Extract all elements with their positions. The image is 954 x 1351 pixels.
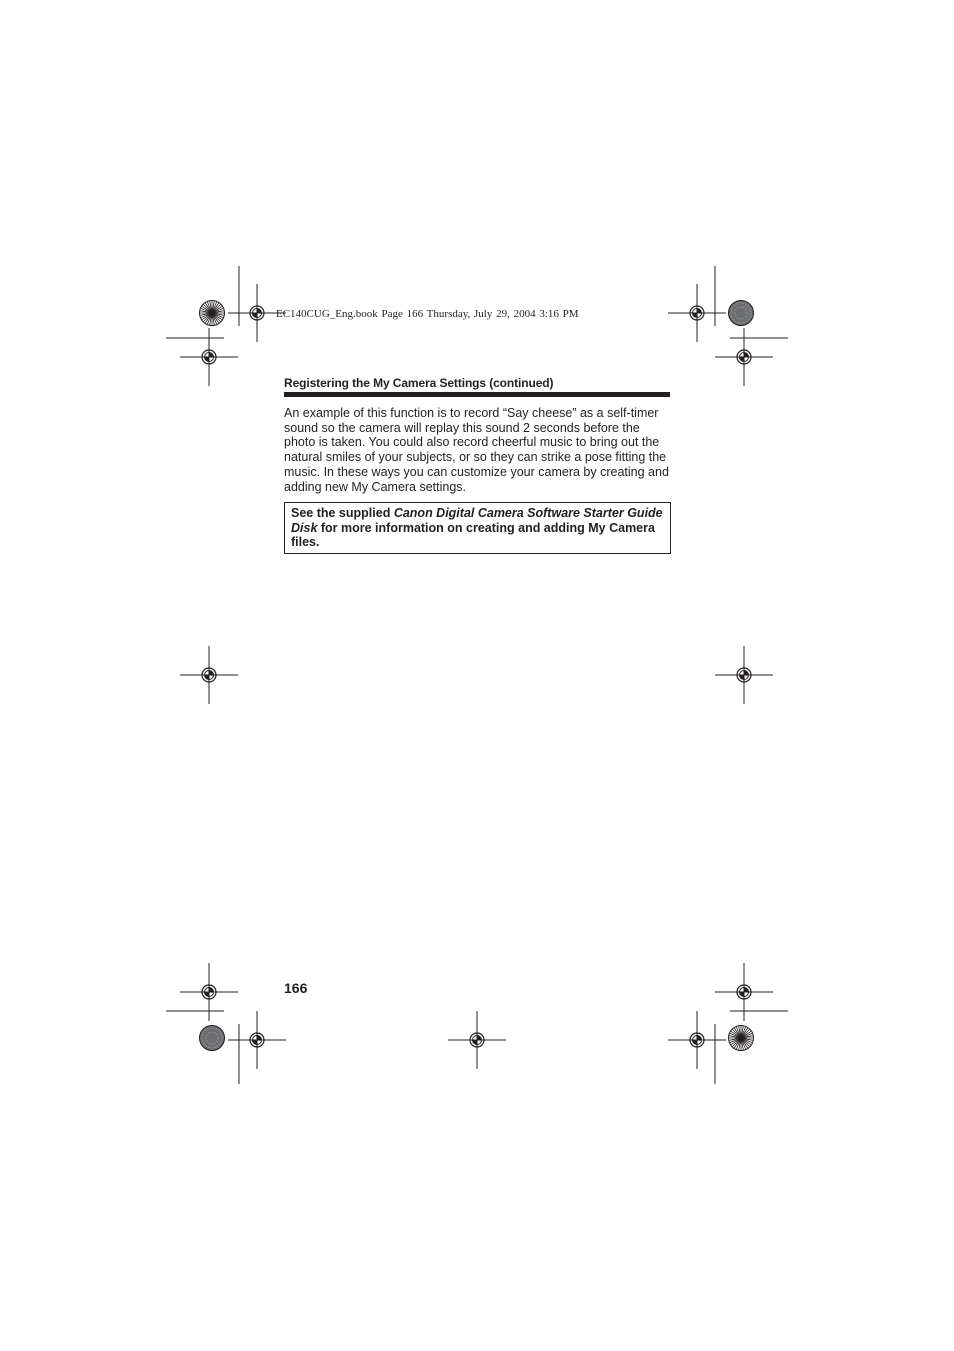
note-emphasis: Canon Digital Camera Software Starter Guide Disk (291, 506, 663, 535)
note-box (284, 502, 671, 554)
page-number: 166 (284, 980, 308, 996)
print-info-header: EC140CUG_Eng.book Page 166 Thursday, July 29, 2004 3:16 PM (276, 308, 579, 320)
title-rule (284, 392, 670, 397)
body-paragraph: An example of this function is to record “Say cheese” as a self-timer sound so the camera will replay this sound 2 seconds before the photo is taken. You could also record cheerful music to bring out the natural smiles of your subjects, or so they can strike a pose fitting the music. In these ways you can customize your camera by creating and adding new My Camera settings. (284, 406, 669, 494)
note-prefix: See the supplied (291, 506, 394, 520)
section-title: Registering the My Camera Settings (continued) (284, 376, 554, 390)
note-suffix: for more information on creating and adding My Camera files. (291, 520, 655, 550)
